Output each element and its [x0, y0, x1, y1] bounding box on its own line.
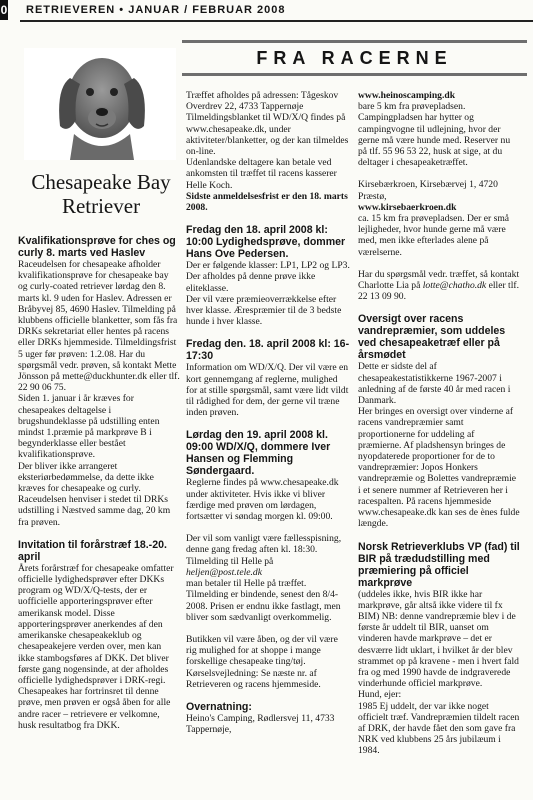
- heading-saturday-wdxq: Lørdag den 19. april 2008 kl. 09:00 WD/X/Q, dommere Iver Hansen og Flemming Søndergaard.: [186, 429, 331, 478]
- email-link[interactable]: heljen@post.tele.dk: [186, 566, 262, 578]
- email-link[interactable]: lotte@chatho.dk: [422, 280, 487, 292]
- breed-title-line1: Chesapeake Bay: [31, 170, 171, 194]
- paragraph: Der vil som vanligt være fællesspisning, denne gang fredag aften kl. 18:30.: [186, 533, 342, 556]
- web-link[interactable]: www.heinoscamping.dk: [358, 90, 456, 101]
- heading-obedience-test: Fredag den 18. april 2008 kl: 10:00 Lydighedsprøve, dommer Hans Ove Pedersen.: [186, 224, 346, 261]
- header-rule: [20, 20, 533, 22]
- paragraph: Kirsebærkroen, Kirsebærvej 1, 4720 Præstø,: [358, 179, 498, 202]
- paragraph: Heino's Camping, Rødlersvej 11, 4733 Tappernøje,: [186, 712, 335, 736]
- paragraph: [358, 269, 520, 303]
- web-link[interactable]: www.kirsebaerkroen.dk: [358, 201, 457, 213]
- heading-trophies-overview: Oversigt over racens vandrepræmier, som uddeles ved chesapeaketræf eller på årsmødet: [358, 313, 506, 362]
- paragraph: Der er følgende klasser: LP1, LP2 og LP3. Der afholdes på denne prøve ikke eliteklasse.: [186, 260, 350, 294]
- heading-spring-meeting-invitation: Invitation til forårstræf 18.-20. april: [18, 538, 167, 563]
- paragraph: Årets forårstræf for chesapeake omfatter officielle lydighedsprøver efter DKKs program og WD/X/Q-tests, der er uofficielle apporteringsprøver efter amerikansk model. Disse apporteringsprøver anerkendes af den amerikanske chesapeakeklub og chesapeakejere verden over, men kan ikke stambogsføres af DKK. Det bliver første gang nogensinde, at der afholdes officielle lydighedsprøver i DRK-regi. Chesapeakes har fortrinsret til denne prøve, men prøven er også åben for alle andre racer – retrievere er velkomne, husk resultatbog fra DKK.: [18, 562, 174, 731]
- banner-bottom-rule: [182, 73, 527, 76]
- paragraph: Raceudelsen for chesapeake afholder kvalifikationsprøve for chesapeake bay og curly-coated retriever lørdag den 8. marts kl. 9 uden for Haslev. Adressen er Bråbyvej 85, 4690 Haslev. Tilmelding på klubbens officielle blanketter, som fås fra DRKs sekretariat eller hentes på racens eller DRKs hjemmeside. Tilmeldingsfrist 5 uger før prøven: 1.2.08. Har du spørgsmål vedr. prøven, så kontakt Mette Jönsson på mette@duckhunter.dk eller tlf. 22 90 06 75.: [18, 259, 180, 394]
- paragraph: Der vil være præmieoverrækkelse efter hver klasse. Ærespræmier til de 3 bedste hunde i hver klasse.: [186, 293, 342, 328]
- deadline-notice: Sidste anmeldelsesfrist er den 18. marts 2008.: [186, 190, 348, 214]
- paragraph: Siden 1. januar i år kræves for chesapeakes deltagelse i brugshundeklasse på udstilling enten mindst 1.præmie på markprøve B i begynderklasse eller bestået kvalifikationsprøve.: [18, 393, 160, 461]
- paragraph: (uddeles ikke, hvis BIR ikke har markprøve, går altså ikke videre til fx BIM) NB: denne vandrepræmie blev i de første år uddelt til BIR, uanset om vinderen havde markprøve – det er desværre lidt uklart, i hvilket år der blev strammet op på kravene - men i hvert fald fra og med 1990 havde de indgraverede vinderhunde officiel markprøve.: [358, 588, 519, 690]
- text: man betaler til Helle på træffet. Tilmelding er bindende, senest den 8/4-2008. Prisen er endnu ikke fastlagt, men bliver som sædvanligt overkommelig.: [186, 578, 341, 623]
- paragraph: Butikken vil være åben, og der vil være rig mulighed for at shoppe i mange forskellige chesapeake ting/tøj. Kørselsvejledning: Se næste nr. af Retrieveren og racens hjemmeside.: [186, 633, 338, 690]
- text: Har du spørgsmål vedr. træffet, så kontakt Charlotte Lia på: [358, 268, 520, 292]
- column-2: [186, 90, 350, 735]
- text: Tilmelding til Helle på: [186, 555, 274, 567]
- breed-title-line2: Retriever: [61, 194, 141, 218]
- paragraph: Udenlandske deltagere kan betale ved ankomsten til træffet til racens kasserer Helle Koch.: [186, 157, 337, 191]
- paragraph: Hund, ejer:: [358, 689, 402, 701]
- paragraph: 1985 Ej uddelt, der var ikke noget officielt træf. Vandrepræmien tildelt racen af DRK, der havde fået den som gave fra NRK ved klubbens 25 års jubilæum i 1984.: [358, 700, 520, 757]
- heading-friday-info: Fredag den. 18. april 2008 kl: 16-17:30: [186, 338, 350, 363]
- heading-accommodation: Overnatning:: [186, 700, 252, 713]
- column-1: [18, 235, 180, 731]
- paragraph: Information om WD/X/Q. Der vil være en kort gennemgang af reglerne, mulighed for at stille spørgsmål, samt være lidt vildt til rådighed for dem, der gerne vil træne inden prøven.: [186, 362, 349, 419]
- section-title: FRA RACERNE: [256, 48, 453, 68]
- page-header: [0, 0, 533, 22]
- paragraph: Træffet afholdes på adressen: Tågeskov Overdrev 22, 4733 Tappernøje Tilmeldingsblanket til WD/X/Q findes på www.chesapeake.dk, under aktiviteter/blanketter, og der kan tilmeldes on-line.: [186, 90, 349, 158]
- paragraph: Reglerne findes på www.chesapeake.dk under aktiviteter. Hvis ikke vi bliver færdige med prøven om lørdagen, fortsætter vi søndag morgen kl. 09:00.: [186, 477, 339, 523]
- section-banner: [182, 40, 527, 76]
- paragraph: Her bringes en oversigt over vinderne af racens vandrepræmier samt proportionerne for uddeling af præmierne. Af pladshensyn bringes de nyopdaterede proportioner for de to vandrepræmier: Jopos Honkers vandrepræmie og Bolettes vandrepræmie i et senere nummer af Retrieveren her i racespalten. På racens hjemmeside www.chesapeake.dk kan ses de ènes fulde længde.: [358, 406, 520, 530]
- page-number: 0: [0, 0, 8, 20]
- heading-norwegian-trophy: Norsk Retrieverklubs VP (fad) til BIR på trædudstilling med præmiering på officiel markprøve: [358, 540, 520, 589]
- paragraph: ca. 15 km fra prøvepladsen. Der er små lejligheder, hvor hunde gerne må være med, men ikke efterlades alene på værelserne.: [358, 213, 510, 258]
- paragraph: Der bliver ikke arrangeret eksteriørbedømmelse, da dette ikke kræves for chesapeake og curly. Raceudelsen henviser i stedet til DRKs udstilling i Næstved samme dag, 20 km fra prøven.: [18, 460, 171, 528]
- text: eller tlf. 22 13 09 90.: [358, 280, 519, 303]
- breed-title: [18, 170, 184, 218]
- dog-portrait-image: [24, 48, 176, 160]
- paragraph: bare 5 km fra prøvepladsen. Campingpladsen har hytter og campingvogne til udlejning, hvor der gerne må være hunde med. Reserver nu på tlf. 55 96 53 22, husk at sige, at du deltager i chesapeaketræffet.: [358, 101, 511, 169]
- running-head: RETRIEVEREN • JANUAR / FEBRUAR 2008: [26, 4, 286, 16]
- heading-qualification-test: Kvalifikationsprøve for ches og curly 8. marts ved Haslev: [18, 235, 176, 259]
- paragraph: Dette er sidste del af chesapeakestatistikkerne 1967-2007 i anledning af de første 40 år med racen i Danmark.: [358, 361, 511, 407]
- paragraph: [186, 556, 350, 623]
- column-3: [358, 90, 520, 757]
